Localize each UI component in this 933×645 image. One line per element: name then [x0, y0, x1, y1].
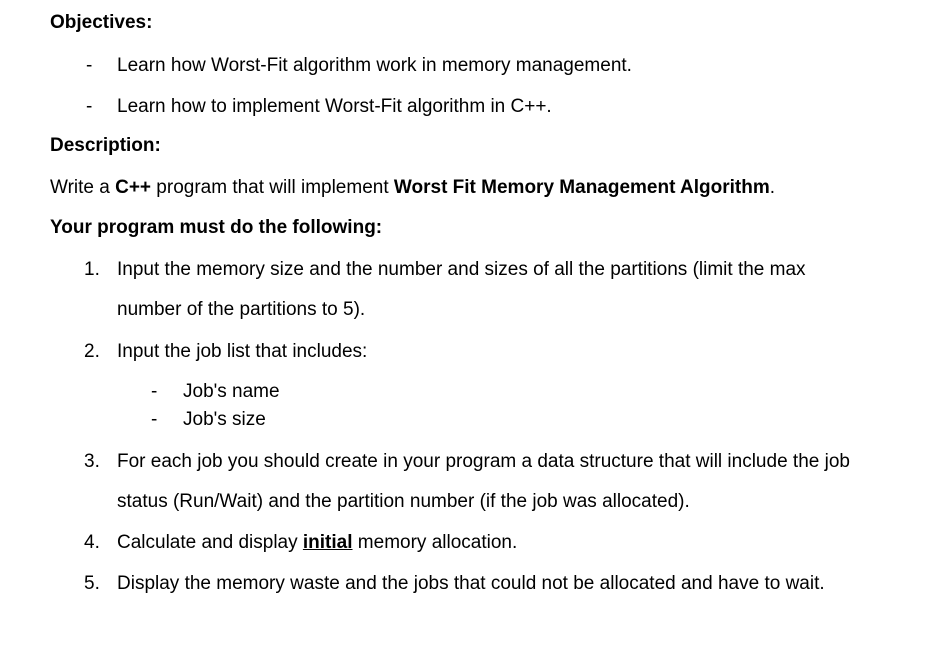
intro-prefix: Write a [50, 177, 116, 198]
intro-algo: Worst Fit Memory Management Algorithm [393, 177, 770, 198]
list-number: 2. [84, 341, 100, 362]
requirements-heading: Your program must do the following: [50, 217, 383, 238]
objectives-heading: Objectives: [50, 12, 153, 33]
bullet-dash: - [86, 55, 93, 76]
bullet-dash: - [86, 96, 93, 117]
requirement-3-line-1: For each job you should create in your program a data structure that will include the job [117, 451, 850, 472]
objective-item-1: Learn how Worst-Fit algorithm work in memory management. [117, 55, 632, 76]
intro-middle: program that will implement [151, 177, 394, 198]
requirement-3-line-2: status (Run/Wait) and the partition number (if the job was allocated). [117, 491, 690, 512]
requirement-2-line-1: Input the job list that includes: [117, 341, 368, 362]
objective-item-2: Learn how to implement Worst-Fit algorithm in C++. [117, 96, 552, 117]
requirement-4-emphasis: initial [302, 532, 353, 553]
requirement-5: Display the memory waste and the jobs that could not be allocated and have to wait. [117, 573, 825, 594]
description-intro [50, 176, 775, 200]
intro-lang: C++ [115, 177, 152, 198]
job-name-subitem: Job's name [183, 381, 280, 402]
requirement-1-line-1: Input the memory size and the number and sizes of all the partitions (limit the max [117, 259, 806, 280]
list-number: 5. [84, 573, 100, 594]
list-number: 1. [84, 259, 100, 280]
intro-suffix: . [769, 177, 775, 198]
bullet-dash: - [151, 381, 158, 402]
requirement-4-suffix: memory allocation. [352, 532, 518, 553]
bullet-dash: - [151, 409, 158, 430]
requirement-4 [117, 531, 517, 555]
list-number: 4. [84, 532, 100, 553]
list-number: 3. [84, 451, 100, 472]
description-heading: Description: [50, 135, 161, 156]
requirement-4-prefix: Calculate and display [117, 532, 303, 553]
job-size-subitem: Job's size [183, 409, 266, 430]
requirement-1-line-2: number of the partitions to 5). [117, 299, 366, 320]
